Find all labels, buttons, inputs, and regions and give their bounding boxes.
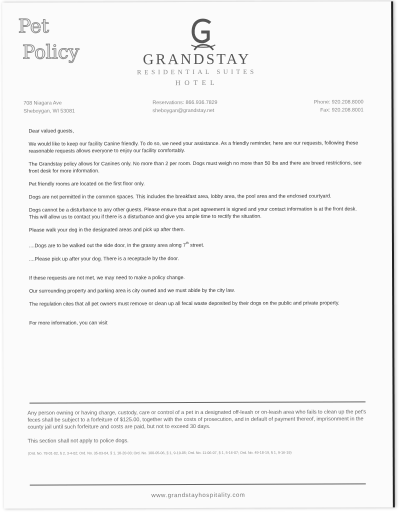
phone-block — [314, 99, 364, 114]
divider-line — [30, 401, 366, 403]
grandstay-logo-icon — [188, 17, 218, 53]
ordinance-text: Any person owning or having charge, custody, care or control of a pet in a designated off-leash or on-leash area who fails to clean up the pet's feces shall be subject to a forfeiture of $125.00, together with the costs of prosecution, and in default of payment thereof, imprisonment in the county jail until such forfeiture and costs are paid, but not to exceed 30 days. — [27, 409, 367, 432]
email-address: sheboygan@grandstay.net — [152, 107, 215, 114]
handwritten-line-2: Policy — [22, 41, 80, 64]
ordinance-citation: (Ord. No. 78-01-02, § 2, 3-4-02; Ord. No. 35-03-04, § 1, 10-20-03; Ord. No. 100-05-06, § 1, 9-19-05; Ord. No. 11-06-07, § 1, 5-16-07; Ord. No. 49-18-19, § 1, 9-16-19) — [27, 450, 292, 456]
handwritten-line-1: Pet — [18, 15, 50, 38]
address-line-2: Sheboygan, WI 53081 — [23, 107, 75, 115]
brand-name: GRANDSTAY — [142, 51, 251, 69]
ordinance-excerpt — [28, 409, 368, 462]
address-line-1: 708 Niagara Ave — [23, 100, 62, 107]
ordinal-suffix: th — [185, 241, 189, 246]
paragraph-city-owned: Our surrounding property and parking area is city owned and we must abide by the city law. — [29, 287, 235, 295]
fax-number: Fax: 920.208.8001 — [320, 106, 364, 114]
police-dog-exemption: This section shall not apply to police dogs. — [27, 437, 129, 445]
brand-subtitle: RESIDENTIAL SUITES — [137, 68, 257, 77]
paragraph-policy-change: If these requests are not met, we may need to make a policy change. — [29, 274, 185, 282]
website-footer: www.grandstayhospitality.com — [151, 492, 246, 500]
more-info-line: For more information, you can visit — [29, 320, 108, 327]
reservation-block — [152, 100, 217, 115]
paragraph-disturbance: Dogs cannot be a disturbance to any other guests. Please ensure that a pet agreement is signed and your contact information is at the front desk. This will allow us to contact you if there is a disturbance and give you ample time to rectify the situation. — [28, 206, 357, 221]
letter-body — [29, 127, 367, 333]
side-door-text: ....Dogs are to be walked out the side door, in the grassy area along 7 — [28, 242, 186, 250]
greeting: Dear valued guests, — [28, 128, 74, 135]
paragraph-walk-dog: Please walk your dog in the designated areas and pick up after them. — [28, 227, 185, 234]
phone-number: Phone: 920.208.8000 — [313, 99, 364, 106]
paragraph-side-door — [29, 239, 366, 250]
reservations-number: Reservations: 866.936.7829 — [152, 99, 218, 107]
paragraph-pick-up: ....Please pick up after your dog. There is a receptacle by the door. — [29, 255, 180, 263]
paragraph-pet-rooms: Pet friendly rooms are located on the first floor only. — [28, 181, 145, 188]
paragraph-common-spaces: Dogs are not permitted in the common spaces. This includes the breakfast area, lobby area, the pool area and the enclosed courtyard. — [28, 193, 332, 201]
paragraph-canines-only: The Grandstay policy allows for Canines only. No more than 2 per room. Dogs must weigh no more than 50 lbs and there are breed restrictions, see front desk for more information. — [28, 160, 362, 175]
paragraph-regulation: The regulation cites that all pet owners must remove or clean up all fecal waste deposited by their dogs on the public and private property. — [29, 300, 340, 308]
address-block — [23, 100, 74, 115]
brand-hotel-label: HOTEL — [175, 78, 219, 88]
footer-divider — [30, 483, 366, 485]
paragraph-intro: We would like to keep our facility Canine friendly. To do so, we need your assistance. As a friendly reminder, here are our requests, following these reasonable requests allows everyone to enjoy our facility comfortably. — [28, 140, 359, 155]
side-door-text-end: street. — [188, 242, 205, 249]
letter-page — [2, 1, 395, 508]
